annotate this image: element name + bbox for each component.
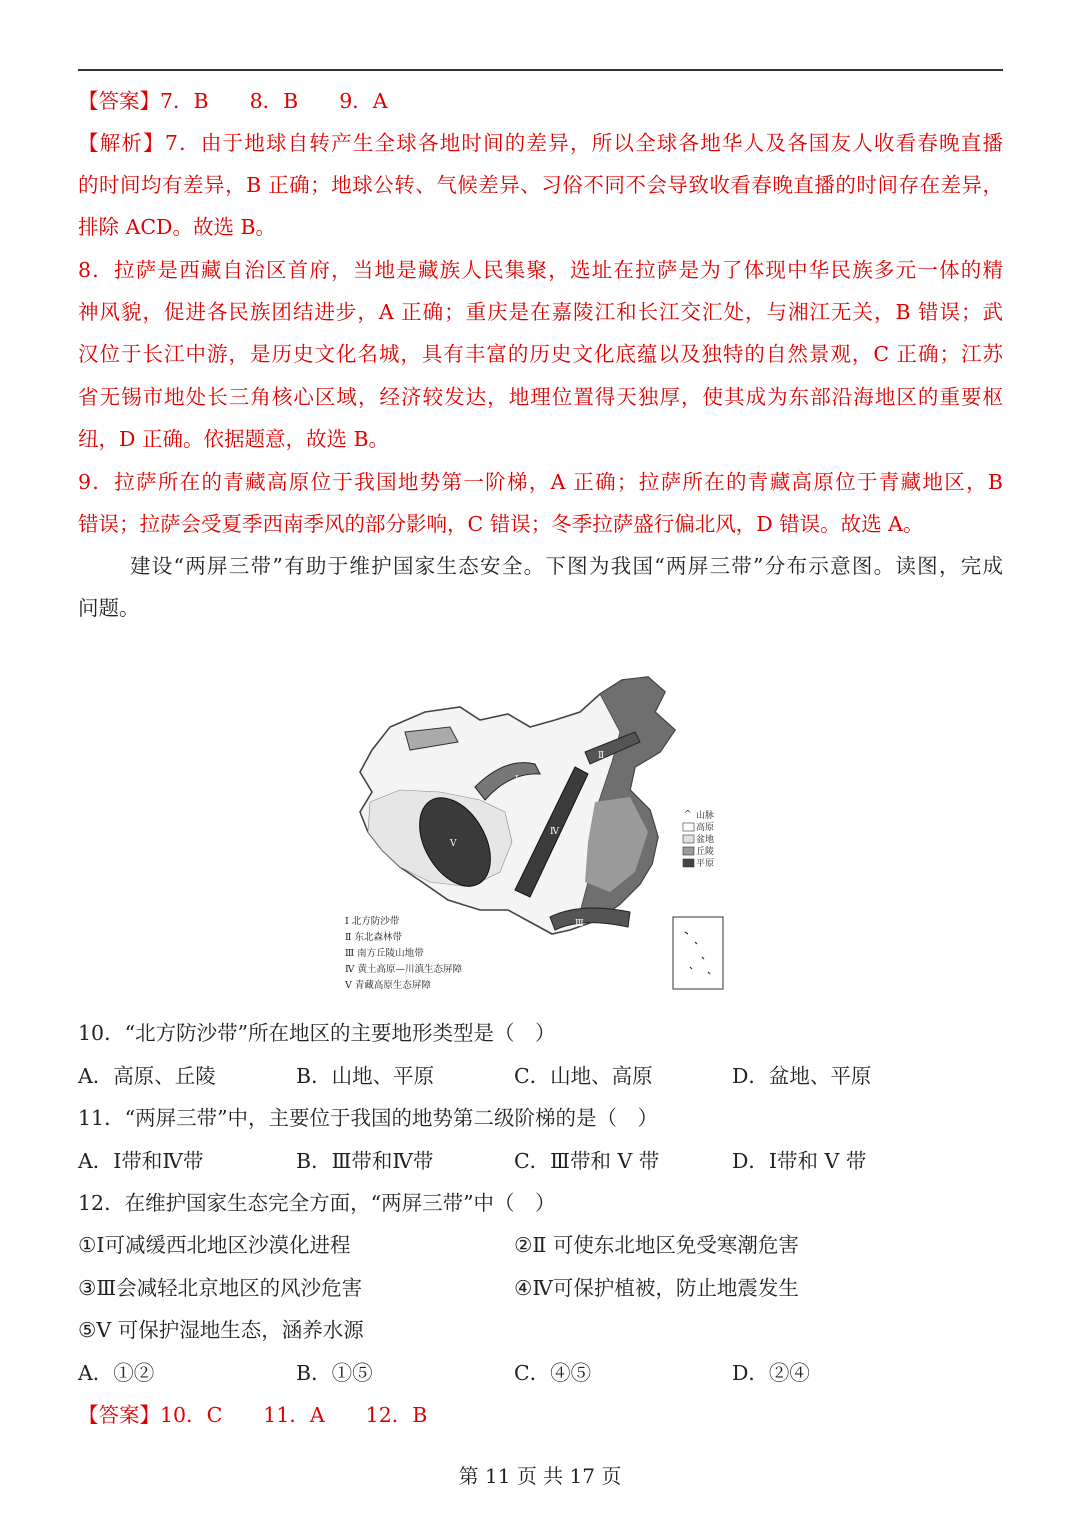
- q12-option-a[interactable]: A．①②: [78, 1361, 155, 1385]
- q12-statement-3: ③Ⅲ会减轻北京地区的风沙危害: [78, 1276, 363, 1300]
- analysis-line-7: 省无锡市地处长三角核心区域，经济较发达，地理位置得天独厚，使其成为东部沿海地区的重要枢: [78, 385, 1003, 409]
- q12-statement-1: ①Ⅰ可减缓西北地区沙漠化进程: [78, 1233, 351, 1257]
- analysis-line-10: 错误；拉萨会受夏季西南季风的部分影响，C 错误；冬季拉萨盛行偏北风，D 错误。故选 A。: [78, 512, 924, 536]
- q12-statement-4: ④Ⅳ可保护植被，防止地震发生: [514, 1276, 799, 1300]
- answer-line-2: [78, 1400, 1003, 1430]
- legend-plains: 平原: [696, 859, 715, 869]
- answer-text: 7．B 8．B 9．A: [160, 89, 388, 113]
- q11-stem: 11．“两屏三带”中，主要位于我国的地势第二级阶梯的是（ ）: [78, 1106, 659, 1130]
- analysis-line-6: 汉位于长江中游，是历史文化名城，具有丰富的历史文化底蕴以及独特的自然景观，C 正确；江苏: [78, 342, 1003, 366]
- q12-statement-5: ⑤Ⅴ 可保护湿地生态，涵养水源: [78, 1318, 364, 1342]
- analysis-line-8: 纽，D 正确。依据题意，故选 B。: [78, 427, 390, 451]
- intro-line-1: 建设“两屏三带”有助于维护国家生态安全。下图为我国“两屏三带”分布示意图。读图，完成: [130, 554, 1003, 578]
- analysis-line-9: 9．拉萨所在的青藏高原位于我国地势第一阶梯，A 正确；拉萨所在的青藏高原位于青藏地区，B: [78, 470, 1003, 494]
- map-label-5: Ⅴ: [450, 839, 457, 849]
- analysis-label: 【解析】: [78, 131, 165, 155]
- zone-legend-2: Ⅱ 东北森林带: [345, 932, 402, 943]
- q11-option-c[interactable]: C．Ⅲ带和 Ⅴ 带: [514, 1149, 660, 1173]
- answer-line-1: [78, 86, 1003, 116]
- q10-option-c[interactable]: C．山地、高原: [514, 1064, 653, 1088]
- analysis-line-3: 排除 ACD。故选 B。: [78, 215, 277, 239]
- legend-plains-swatch: [683, 859, 694, 867]
- zone-legend-5: Ⅴ 青藏高原生态屏障: [345, 980, 431, 991]
- legend-plateau: 高原: [696, 823, 715, 833]
- analysis-line-5: 神风貌，促进各民族团结进步，A 正确；重庆是在嘉陵江和长江交汇处，与湘江无关，B 错误；武: [78, 300, 1003, 324]
- q12-stem: 12．在维护国家生态完全方面，“两屏三带”中（ ）: [78, 1191, 556, 1215]
- map-label-4: Ⅳ: [550, 827, 559, 837]
- q11-option-d[interactable]: D．Ⅰ带和 Ⅴ 带: [732, 1149, 867, 1173]
- q12-option-d[interactable]: D．②④: [732, 1361, 810, 1385]
- map-label-2: Ⅱ: [598, 751, 605, 761]
- analysis-line-1: [78, 128, 1003, 158]
- legend-basin: 盆地: [696, 835, 715, 845]
- map-label-1: Ⅰ: [515, 775, 519, 785]
- q12-option-b[interactable]: B．①⑤: [296, 1361, 373, 1385]
- q12-statement-2: ②Ⅱ 可使东北地区免受寒潮危害: [514, 1233, 799, 1257]
- legend-mountain: 山脉: [696, 811, 715, 821]
- q10-option-a[interactable]: A．高原、丘陵: [78, 1064, 216, 1088]
- header-rule: [78, 69, 1003, 71]
- answer-label: 【答案】: [78, 89, 160, 113]
- answer-label-2: 【答案】: [78, 1403, 160, 1427]
- page-footer: 第 11 页 共 17 页: [458, 1464, 622, 1488]
- analysis-text-1: 7．由于地球自转产生全球各地时间的差异，所以全球各地华人及各国友人收看春晚直播: [164, 131, 1004, 155]
- q10-option-d[interactable]: D．盆地、平原: [732, 1064, 872, 1088]
- zone-legend: [344, 915, 463, 991]
- legend-hills: 丘陵: [696, 847, 715, 857]
- south-sea-inset: [673, 917, 723, 989]
- q10-option-b[interactable]: B．山地、平原: [296, 1064, 435, 1088]
- legend-basin-swatch: [683, 835, 694, 843]
- zone-legend-4: Ⅳ 黄土高原—川滇生态屏障: [345, 964, 463, 975]
- answer-text-2: 10．C 11．A 12．B: [160, 1403, 428, 1427]
- legend-hills-swatch: [683, 847, 694, 855]
- q12-option-c[interactable]: C．④⑤: [514, 1361, 592, 1385]
- intro-line-2: 问题。: [78, 596, 140, 620]
- analysis-line-2: 的时间均有差异，B 正确；地球公转、气候差异、习俗不同不会导致收看春晚直播的时间存在差异，: [78, 173, 1003, 197]
- analysis-line-4: 8．拉萨是西藏自治区首府，当地是藏族人民集聚，选址在拉萨是为了体现中华民族多元一体的精: [78, 258, 1003, 282]
- q11-option-b[interactable]: B．Ⅲ带和Ⅳ带: [296, 1149, 434, 1173]
- terrain-legend: [683, 809, 714, 869]
- china-map-figure: [330, 672, 740, 1002]
- q11-option-a[interactable]: A．Ⅰ带和Ⅳ带: [78, 1149, 204, 1173]
- zone-legend-1: Ⅰ 北方防沙带: [345, 916, 400, 927]
- q10-stem: 10．“北方防沙带”所在地区的主要地形类型是（ ）: [78, 1021, 556, 1045]
- map-label-3: Ⅲ: [575, 919, 584, 929]
- legend-mountain-mark: ^: [684, 810, 692, 820]
- legend-plateau-swatch: [683, 823, 694, 831]
- zone-legend-3: Ⅲ 南方丘陵山地带: [345, 948, 424, 959]
